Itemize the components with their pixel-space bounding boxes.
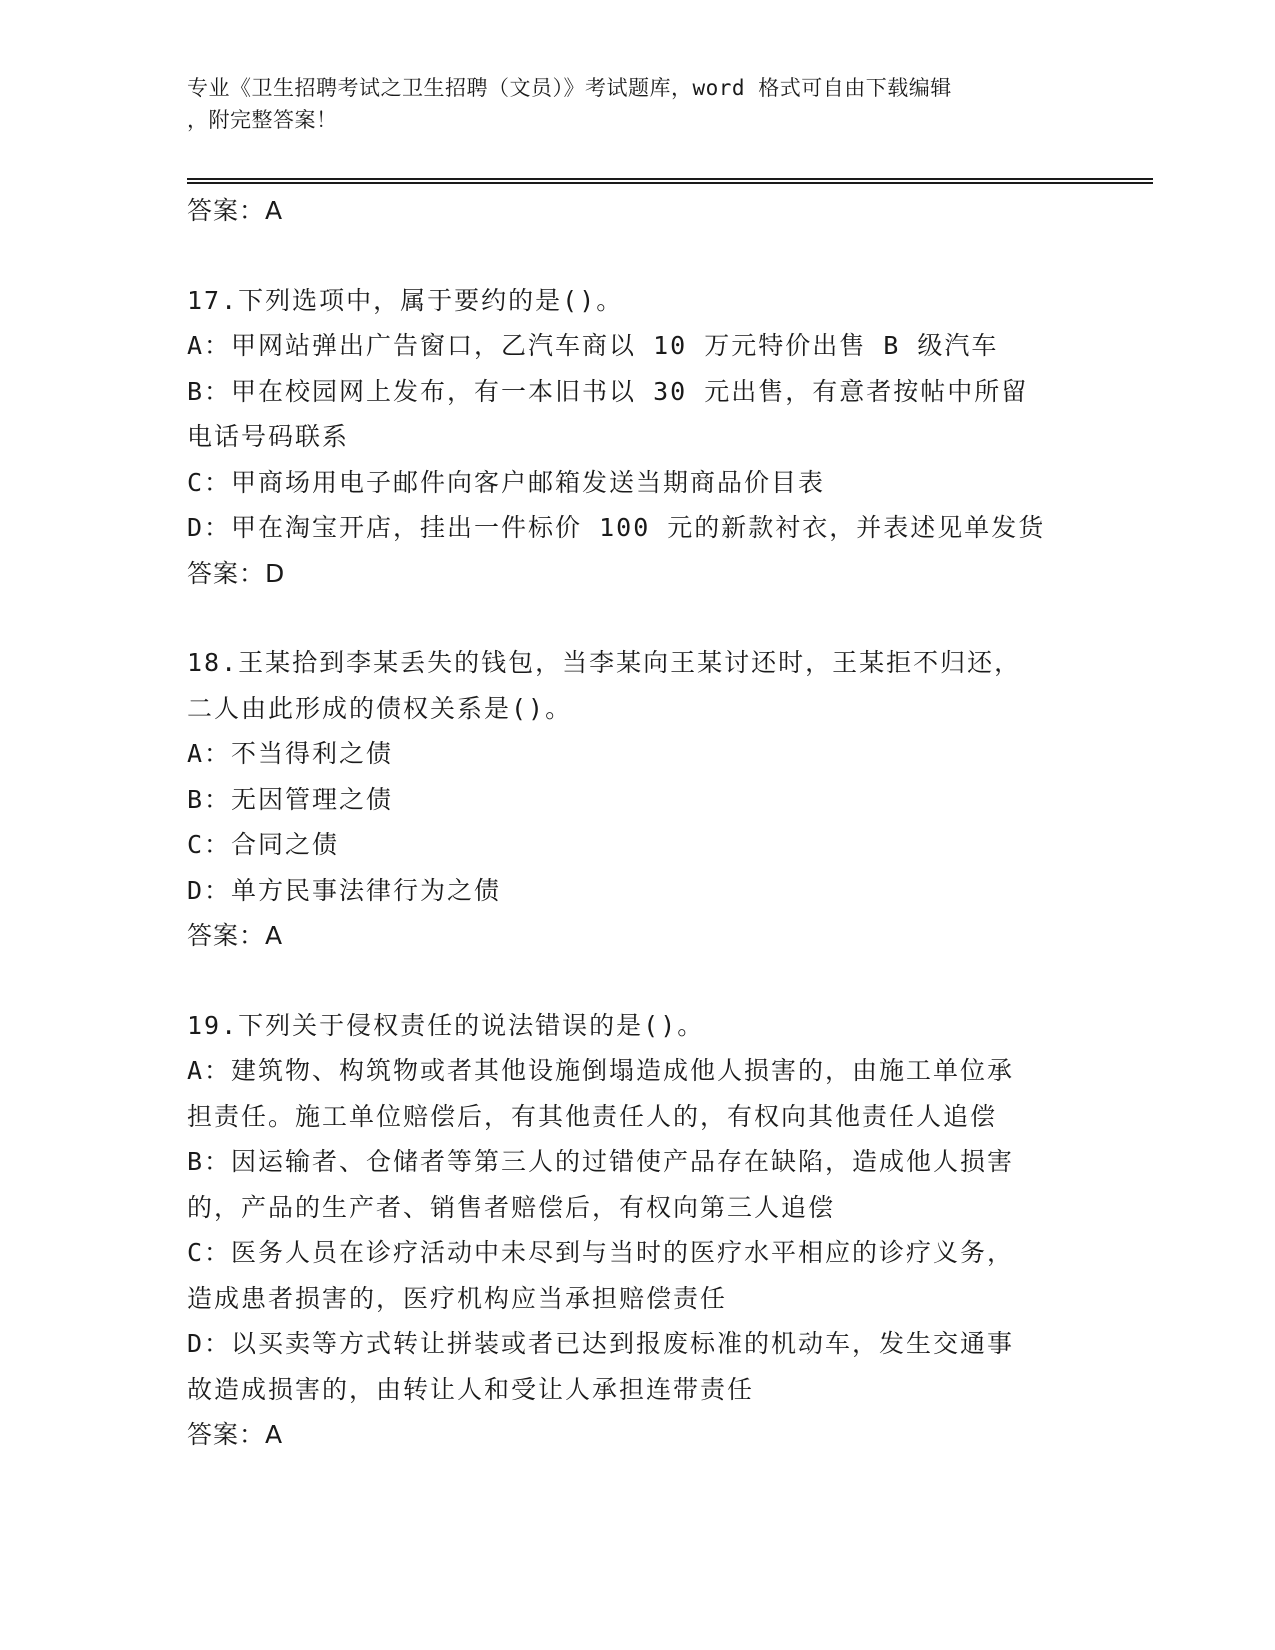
option-d: D：以买卖等方式转让拼装或者已达到报废标准的机动车，发生交通事: [187, 1329, 1015, 1358]
option-b-cont: 电话号码联系: [187, 422, 350, 451]
option-a-cont: 担责任。施工单位赔偿后，有其他责任人的，有权向其他责任人追偿: [187, 1101, 998, 1131]
answer-line: 答案：A: [187, 196, 284, 225]
question-content: [187, 188, 1087, 1458]
question-stem: 19.下列关于侵权责任的说法错误的是()。: [187, 1010, 705, 1040]
header-divider-bottom: [187, 182, 1153, 184]
option-d-cont: 故造成损害的，由转让人和受让人承担连带责任: [187, 1374, 755, 1404]
option-b: B：甲在校园网上发布，有一本旧书以 30 元出售，有意者按帖中所留: [187, 376, 1029, 406]
option-a: A：不当得利之债: [187, 739, 394, 768]
question-19: [187, 1003, 1087, 1458]
document-header: [187, 72, 1087, 136]
spacer: [187, 596, 1087, 640]
option-b: B：因运输者、仓储者等第三人的过错使产品存在缺陷，造成他人损害: [187, 1147, 1015, 1176]
option-c: C：医务人员在诊疗活动中未尽到与当时的医疗水平相应的诊疗义务，: [187, 1238, 1015, 1267]
option-a: A：建筑物、构筑物或者其他设施倒塌造成他人损害的，由施工单位承: [187, 1056, 1015, 1085]
answer-line: 答案：A: [187, 1420, 284, 1449]
option-c: C：甲商场用电子邮件向客户邮箱发送当期商品价目表: [187, 467, 826, 497]
question-stem-cont: 二人由此形成的债权关系是()。: [187, 693, 573, 723]
answer-line: 答案：D: [187, 558, 286, 588]
spacer: [187, 234, 1087, 278]
option-d: D：甲在淘宝开店，挂出一件标价 100 元的新款衬衣，并表述见单发货: [187, 513, 1046, 542]
option-b-cont: 的，产品的生产者、销售者赔偿后，有权向第三人追偿: [187, 1192, 836, 1222]
option-c-cont: 造成患者损害的，医疗机构应当承担赔偿责任: [187, 1283, 728, 1313]
question-18: [187, 640, 1087, 959]
option-a: A：甲网站弹出广告窗口，乙汽车商以 10 万元特价出售 B 级汽车: [187, 331, 999, 360]
spacer: [187, 959, 1087, 1003]
header-divider-top: [187, 178, 1153, 180]
option-c: C：合同之债: [187, 830, 340, 859]
header-line-1: 专业《卫生招聘考试之卫生招聘（文员）》考试题库，word 格式可自由下载编辑: [187, 76, 952, 100]
option-b: B：无因管理之债: [187, 784, 394, 814]
answer-line: 答案：A: [187, 921, 284, 950]
question-stem: 17.下列选项中，属于要约的是()。: [187, 285, 624, 315]
header-line-2: ，附完整答案！: [187, 108, 338, 132]
question-stem: 18.王某拾到李某丢失的钱包，当李某向王某讨还时，王某拒不归还，: [187, 648, 1022, 677]
question-17: [187, 278, 1087, 597]
option-d: D：单方民事法律行为之债: [187, 875, 502, 905]
